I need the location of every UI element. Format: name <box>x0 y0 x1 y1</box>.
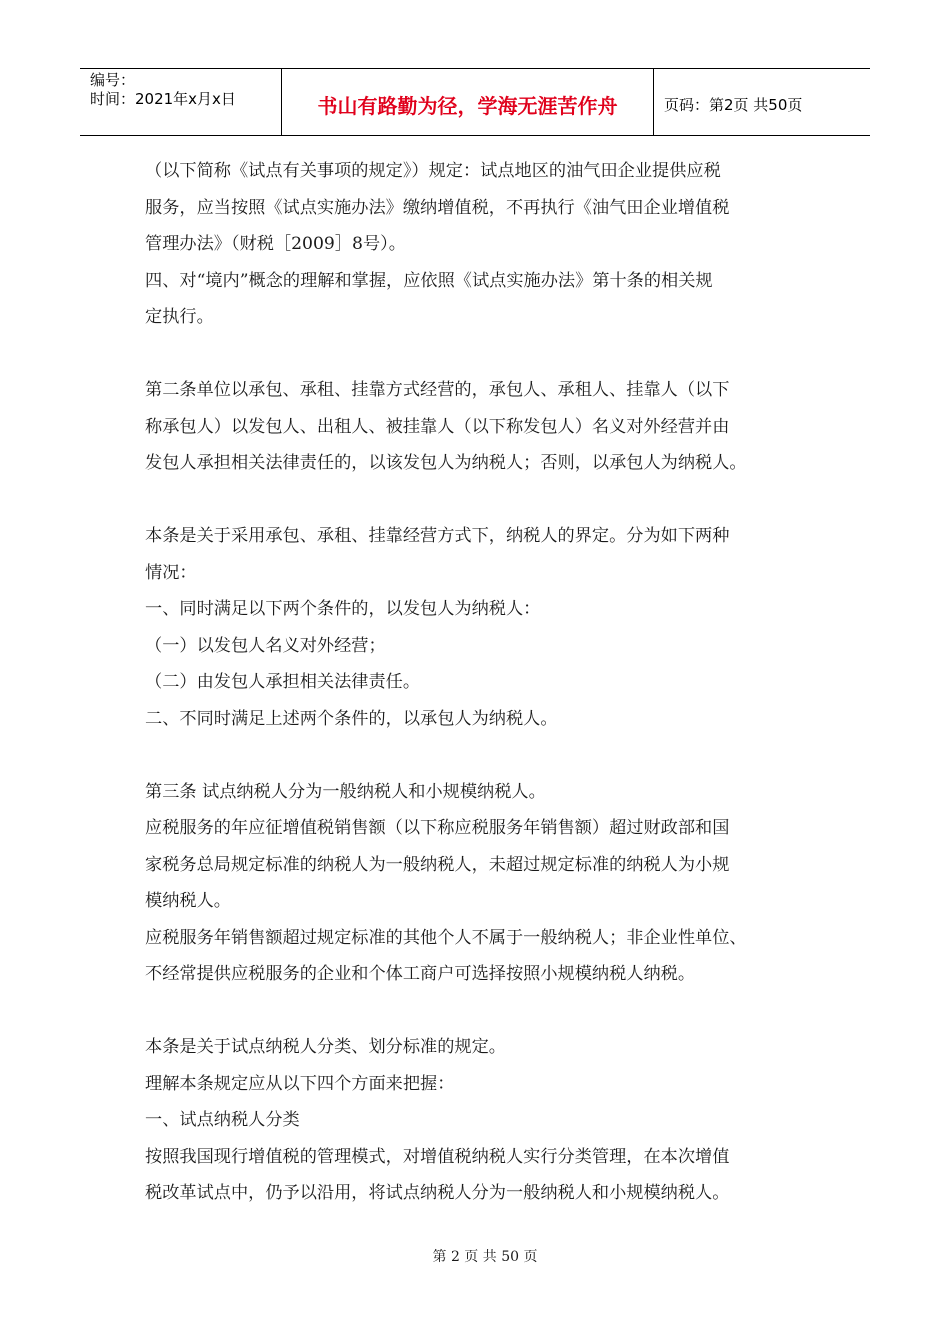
body-line: （二）由发包人承担相关法律责任。 <box>145 672 421 692</box>
body-line: 服务，应当按照《试点实施办法》缴纳增值税，不再执行《油气田企业增值税 <box>145 197 730 218</box>
body-line: 本条是关于采用承包、承租、挂靠经营方式下，纳税人的界定。分为如下两种 <box>145 526 730 546</box>
body-line: 管理办法》（财税［2009］8号）。 <box>145 234 406 254</box>
body-line: 家税务总局规定标准的纳税人为一般纳税人，未超过规定标准的纳税人为小规 <box>145 854 730 875</box>
body-line: 称承包人）以发包人、出租人、被挂靠人（以下称发包人）名义对外经营并由 <box>145 416 730 437</box>
document-body <box>145 153 805 1212</box>
body-line: 税改革试点中，仍予以沿用，将试点纳税人分为一般纳税人和小规模纳税人。 <box>145 1183 730 1203</box>
paragraph-gap <box>145 336 805 373</box>
paragraph-gap <box>145 482 805 519</box>
body-line: 应税服务的年应征增值税销售额（以下称应税服务年销售额）超过财政部和国 <box>145 818 730 838</box>
date-label: 时间：2021年x月x日 <box>90 90 236 108</box>
body-line: （以下简称《试点有关事项的规定》）规定：试点地区的油气田企业提供应税 <box>145 161 721 181</box>
body-line: 按照我国现行增值税的管理模式，对增值税纳税人实行分类管理，在本次增值 <box>145 1146 730 1167</box>
body-line: 一、试点纳税人分类 <box>145 1110 300 1130</box>
paragraph-gap <box>145 737 805 774</box>
body-line: 本条是关于试点纳税人分类、划分标准的规定。 <box>145 1037 506 1057</box>
body-line: 不经常提供应税服务的企业和个体工商户可选择按照小规模纳税人纳税。 <box>145 964 696 984</box>
body-line: 四、对“境内”概念的理解和掌握，应依照《试点实施办法》第十条的相关规 <box>145 270 713 291</box>
header-page-code: 页码：第2页 共50页 <box>664 95 803 114</box>
header-meta <box>80 69 282 135</box>
body-line: 第三条 试点纳税人分为一般纳税人和小规模纳税人。 <box>145 781 546 802</box>
serial-number-label: 编号： <box>90 71 136 89</box>
header-motto: 书山有路勤为径，学海无涯苦作舟 <box>282 69 654 135</box>
page-header <box>80 68 870 136</box>
body-line: 理解本条规定应从以下四个方面来把握： <box>145 1073 455 1094</box>
body-line: 二、不同时满足上述两个条件的，以承包人为纳税人。 <box>145 708 558 729</box>
body-line: 情况： <box>145 562 197 583</box>
body-line: 应税服务年销售额超过规定标准的其他个人不属于一般纳税人；非企业性单位、 <box>145 927 747 948</box>
paragraph-gap <box>145 993 805 1030</box>
body-line: （一）以发包人名义对外经营； <box>145 635 386 656</box>
body-line: 模纳税人。 <box>145 891 231 911</box>
page-footer: 第 2 页 共 50 页 <box>432 1249 538 1265</box>
body-line: 发包人承担相关法律责任的，以该发包人为纳税人；否则，以承包人为纳税人。 <box>145 453 747 473</box>
body-line: 一、同时满足以下两个条件的，以发包人为纳税人： <box>145 599 541 619</box>
body-line: 定执行。 <box>145 307 214 327</box>
body-line: 第二条单位以承包、承租、挂靠方式经营的，承包人、承租人、挂靠人（以下 <box>145 380 730 400</box>
